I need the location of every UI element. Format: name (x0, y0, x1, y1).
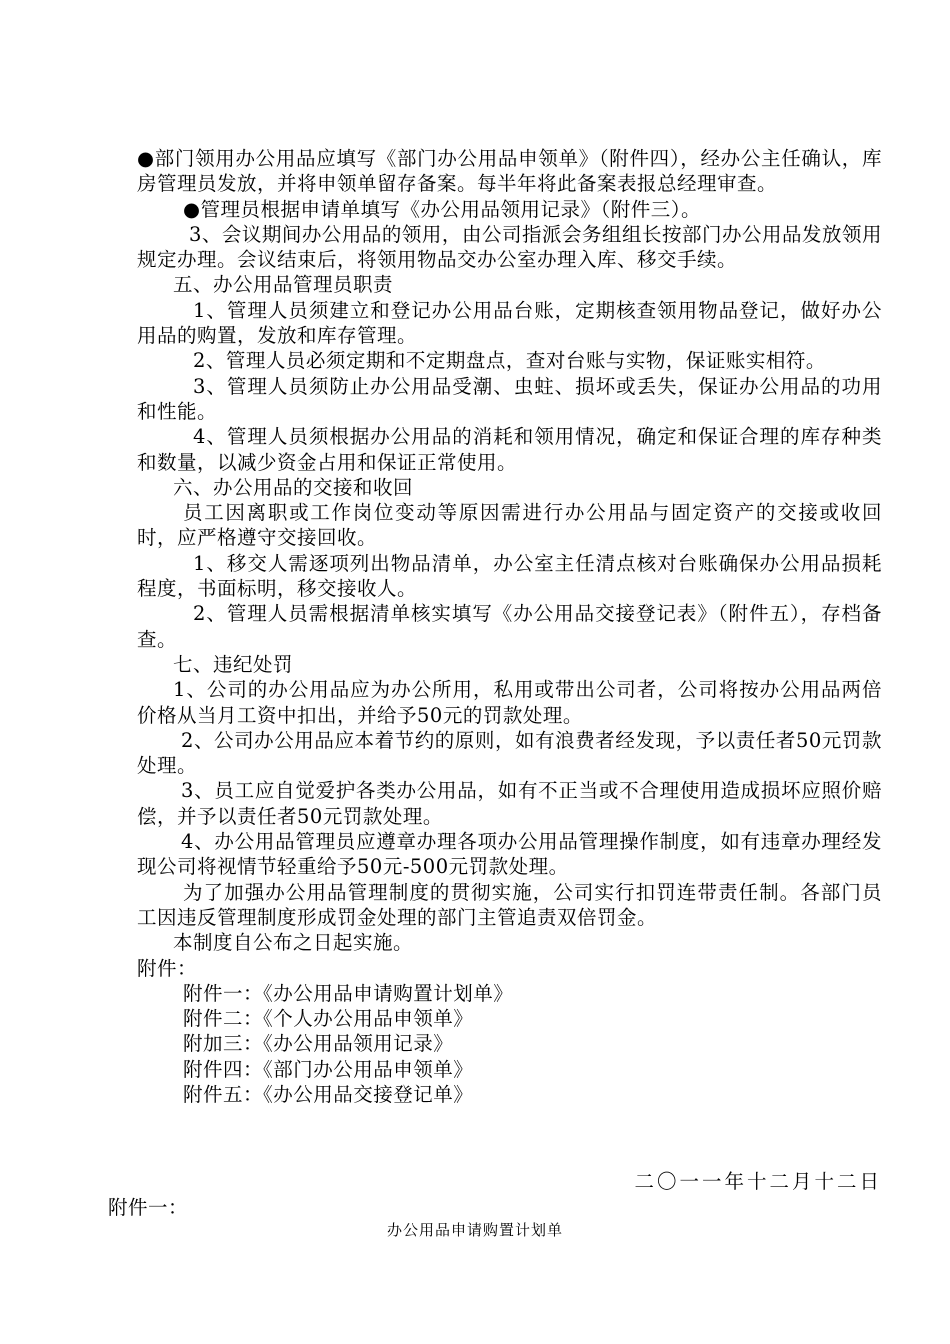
paragraph-duty-3: 3、管理人员须防止办公用品受潮、虫蛀、损坏或丢失，保证办公用品的功用和性能。 (137, 374, 882, 423)
attachments-label: 附件： (137, 956, 198, 980)
paragraph-dept-requisition: ●部门领用办公用品应填写《部门办公用品申领单》（附件四），经办公主任确认，库房管理员发放，并将申领单留存备案。每半年将此备案表报总经理审查。 (137, 147, 882, 196)
paragraph-duty-4: 4、管理人员须根据办公用品的消耗和领用情况，确定和保证合理的库存种类和数量，以减少资金占用和保证正常使用。 (137, 425, 882, 474)
paragraph-handover-1: 1、移交人需逐项列出物品清单，办公室主任清点核对台账确保办公用品损耗程度，书面标明，移交接收人。 (137, 551, 882, 601)
form-title: 办公用品申请购置计划单 (386, 1221, 563, 1239)
section-heading-6: 六、办公用品的交接和收回 (173, 475, 414, 499)
paragraph-penalty-4: 4、办公用品管理员应遵章办理各项办公用品管理操作制度，如有违章办理经发现公司将视情节轻重给予50元-500元罚款处理。 (137, 830, 882, 879)
section-heading-5: 五、办公用品管理员职责 (173, 273, 394, 297)
attachment-item: 附加三：《办公用品领用记录》 (183, 1032, 454, 1056)
attachment-item: 附件一：《办公用品申请购置计划单》 (183, 981, 514, 1005)
attachment-item: 附件二：《个人办公用品申领单》 (183, 1007, 474, 1031)
paragraph-joint-liability: 为了加强办公用品管理制度的贯彻实施，公司实行扣罚连带责任制。各部门员工因违反管理制度形成罚金处理的部门主管追责双倍罚金。 (137, 880, 882, 929)
paragraph-duty-2: 2、管理人员必须定期和不定期盘点，查对台账与实物，保证账实相符。 (193, 349, 826, 373)
paragraph-penalty-1: 1、公司的办公用品应为办公所用，私用或带出公司者，公司将按办公用品两倍价格从当月工资中扣出，并给予50元的罚款处理。 (137, 678, 882, 727)
document-body (137, 146, 882, 1107)
paragraph-meeting-requisition: 3、会议期间办公用品的领用，由公司指派会务组组长按部门办公用品发放领用规定办理。会议结束后，将领用物品交办公室办理入库、移交手续。 (137, 222, 882, 272)
paragraph-penalty-3: 3、员工应自觉爱护各类办公用品，如有不正当或不合理使用造成损坏应照价赔偿，并予以责任者50元罚款处理。 (137, 779, 882, 828)
appendix-label: 附件一： (108, 1196, 189, 1219)
section-heading-7: 七、违纪处罚 (173, 652, 294, 676)
attachment-item: 附件四：《部门办公用品申领单》 (183, 1057, 474, 1081)
paragraph-duty-1: 1、管理人员须建立和登记办公用品台账，定期核查领用物品登记，做好办公用品的购置，发放和库存管理。 (137, 298, 882, 348)
attachment-item: 附件五：《办公用品交接登记单》 (183, 1082, 474, 1106)
paragraph-penalty-2: 2、公司办公用品应本着节约的原则，如有浪费者经发现，予以责任者50元罚款处理。 (137, 728, 882, 778)
paragraph-handover-intro: 员工因离职或工作岗位变动等原因需进行办公用品与固定资产的交接或收回时，应严格遵守交接回收。 (137, 501, 882, 550)
paragraph-handover-2: 2、管理人员需根据清单核实填写《办公用品交接登记表》（附件五），存档备查。 (137, 602, 882, 651)
paragraph-effective: 本制度自公布之日起实施。 (173, 931, 414, 955)
attachments-list (137, 981, 882, 1107)
document-date: 二〇一一年十二月十二日 (634, 1170, 882, 1193)
paragraph-admin-record: ●管理员根据申请单填写《办公用品领用记录》（附件三）。 (183, 197, 702, 221)
